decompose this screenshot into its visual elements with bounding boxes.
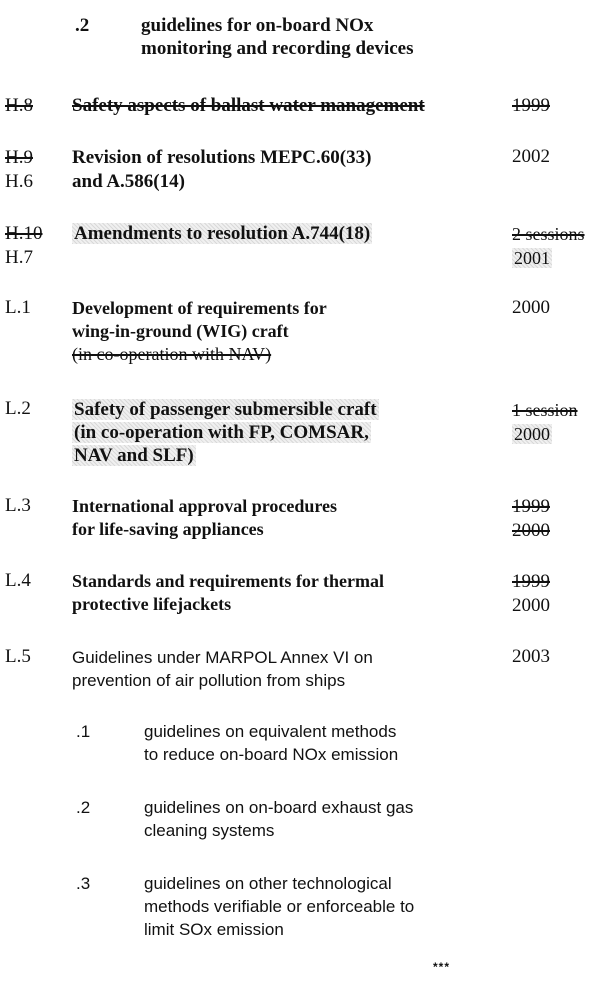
item-year: 1999 [512, 95, 550, 116]
item-year: 2002 [512, 146, 550, 167]
item-year: 1999 2000 [512, 571, 550, 616]
item-code: L.5 [5, 646, 31, 667]
sub-item-text: guidelines on equivalent methods to reduce on-board NOx emission [144, 722, 399, 764]
item-title: International approval procedures for life-saving appliances [72, 496, 338, 539]
item-title: Development of requirements for wing-in-ground (WIG) craft (in co-operation with NAV) [72, 298, 327, 364]
sub-item-number: .3 [76, 874, 91, 893]
sub-item-number: .2 [76, 798, 91, 817]
item-year: 1 session 2000 [512, 400, 578, 444]
sub-item-text: guidelines on other technological methods verifiable or enforceable to limit SOx emission [144, 874, 415, 939]
item-year: 2 sessions 2001 [512, 224, 585, 268]
item-title: Standards and requirements for thermal protective lifejackets [72, 571, 385, 614]
item-code: L.2 [5, 398, 31, 419]
item-year: 2003 [512, 646, 550, 667]
item-code: H.8 [5, 95, 33, 116]
sub-item-text: guidelines for on-board NOx monitoring and recording devices [141, 15, 414, 59]
item-code: L.1 [5, 297, 31, 318]
item-code: L.4 [5, 570, 31, 591]
sub-item-number: .1 [76, 722, 91, 741]
item-title: Guidelines under MARPOL Annex VI on prevention of air pollution from ships [72, 648, 373, 690]
item-title: Safety of passenger submersible craft (in co-operation with FP, COMSAR, NAV and SLF) [74, 399, 377, 466]
item-year: 1999 2000 [512, 496, 550, 541]
item-code: H.9 H.6 [5, 147, 33, 192]
item-year: 2000 [512, 297, 550, 318]
item-title: Revision of resolutions MEPC.60(33) and A.586(14) [72, 147, 372, 192]
item-code: L.3 [5, 495, 31, 516]
item-code: H.10 H.7 [5, 223, 43, 268]
sub-item-text: guidelines on on-board exhaust gas cleaning systems [144, 798, 414, 840]
end-mark: *** [433, 960, 451, 974]
sub-item-number: .2 [75, 15, 90, 36]
item-title: Safety aspects of ballast water management [72, 95, 425, 116]
item-title: Amendments to resolution A.744(18) [74, 223, 371, 244]
